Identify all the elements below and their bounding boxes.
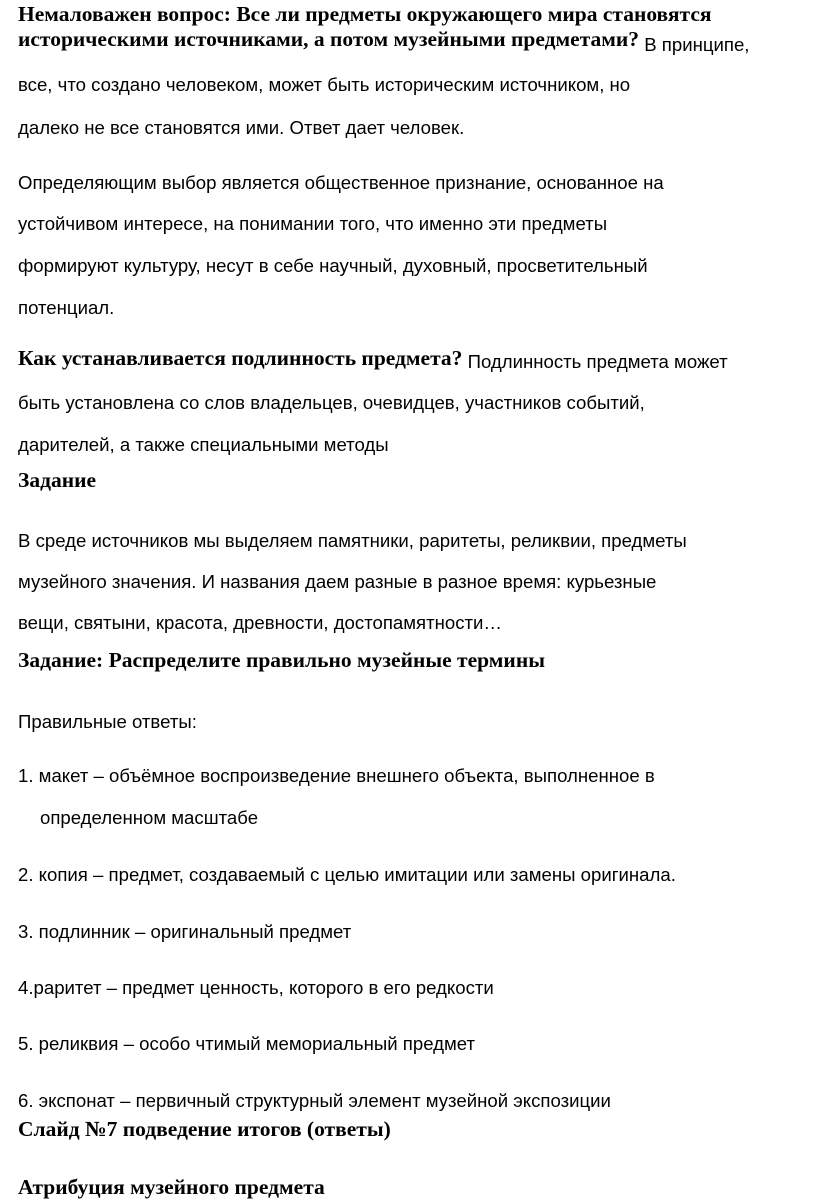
question-2-answer-line-2: быть установлена со слов владельцев, очевидцев, участников событий, [18, 392, 645, 413]
task-2-heading: Задание: Распределите правильно музейные термины [18, 648, 545, 672]
task-1-heading: Задание [18, 468, 97, 492]
answer-item-1-line-1: 1. макет – объёмное воспроизведение внешнего объекта, выполненное в [18, 765, 655, 786]
answer-item-5: 5. реликвия – особо чтимый мемориальный предмет [18, 1033, 475, 1054]
question-1-answer-start: В принципе, [639, 34, 750, 55]
question-2-answer-start: Подлинность предмета может [462, 351, 728, 372]
answer-item-4: 4.раритет – предмет ценность, которого в его редкости [18, 977, 494, 998]
attribution-heading: Атрибуция музейного предмета [18, 1175, 325, 1199]
answer-item-6: 6. экспонат – первичный структурный элемент музейной экспозиции [18, 1090, 611, 1111]
paragraph-3-line-3: вещи, святыни, красота, древности, достопамятности… [18, 612, 503, 633]
paragraph-3-line-1: В среде источников мы выделяем памятники, раритеты, реликвии, предметы [18, 530, 687, 551]
question-1-heading-line-2: историческими источниками, а потом музейными предметами? [18, 27, 640, 51]
paragraph-3-line-2: музейного значения. И названия даем разные в разное время: курьезные [18, 571, 657, 592]
paragraph-2-line-2: устойчивом интересе, на понимании того, что именно эти предметы [18, 213, 608, 234]
slide-7-heading: Слайд №7 подведение итогов (ответы) [18, 1117, 391, 1141]
answer-item-2: 2. копия – предмет, создаваемый с целью имитации или замены оригинала. [18, 864, 676, 885]
paragraph-2-line-3: формируют культуру, несут в себе научный, духовный, просветительный [18, 255, 648, 276]
question-1-answer-line-2: все, что создано человеком, может быть историческим источником, но [18, 74, 631, 95]
answer-item-3: 3. подлинник – оригинальный предмет [18, 921, 352, 942]
question-1-line-2 [18, 27, 750, 55]
paragraph-2-line-4: потенциал. [18, 297, 115, 318]
question-1-answer-line-3: далеко не все становятся ими. Ответ дает человек. [18, 117, 465, 138]
question-2-answer-line-3: дарителей, а также специальными методы [18, 434, 389, 455]
question-1-heading-line-1: Немаловажен вопрос: Все ли предметы окружающего мира становятся [18, 2, 712, 26]
paragraph-2-line-1: Определяющим выбор является общественное признание, основанное на [18, 172, 664, 193]
question-2-heading: Как устанавливается подлинность предмета? [18, 346, 463, 370]
answers-label: Правильные ответы: [18, 711, 197, 732]
question-2-line-1 [18, 346, 728, 371]
answer-item-1-line-2: определенном масштабе [40, 807, 259, 828]
